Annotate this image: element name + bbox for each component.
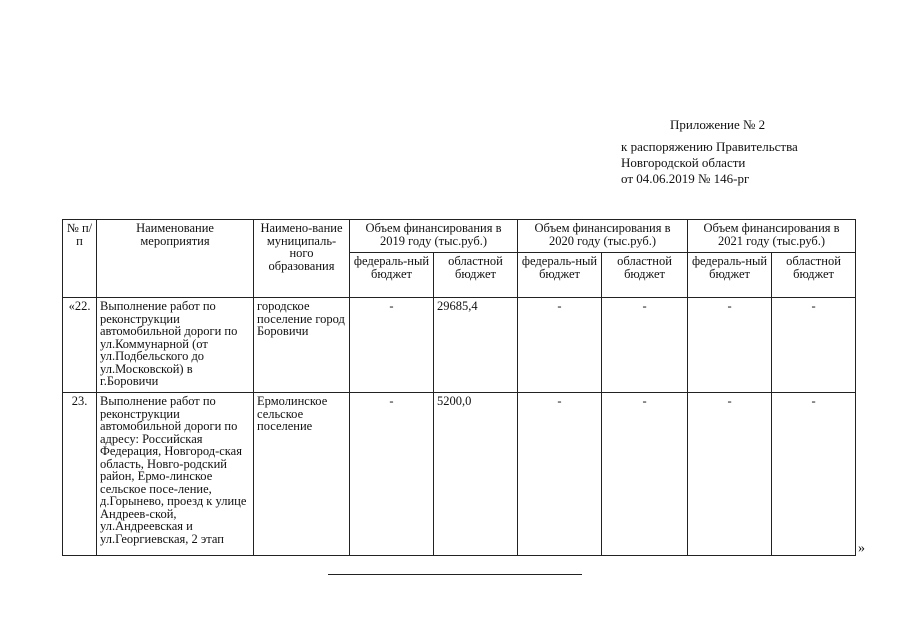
header-event-name: Наименование мероприятия bbox=[97, 220, 254, 298]
table-row bbox=[63, 298, 856, 393]
reference-line: Новгородской области bbox=[621, 155, 746, 170]
cell-federal-2021: - bbox=[688, 393, 772, 556]
header-group-2019: Объем финансирования в 2019 году (тыс.руб.) bbox=[350, 220, 518, 253]
cell-federal-2019: - bbox=[350, 393, 434, 556]
cell-regional-2021: - bbox=[772, 298, 856, 393]
row-municipality: городское поселение город Боровичи bbox=[254, 298, 350, 393]
cell-regional-2020: - bbox=[602, 298, 688, 393]
closing-quote: » bbox=[858, 541, 865, 556]
row-number: 23. bbox=[63, 393, 97, 556]
header-number: № п/п bbox=[63, 220, 97, 298]
appendix-reference bbox=[621, 139, 798, 187]
financing-table bbox=[62, 219, 856, 556]
cell-federal-2021: - bbox=[688, 298, 772, 393]
cell-federal-2020: - bbox=[518, 298, 602, 393]
cell-regional-2021: - bbox=[772, 393, 856, 556]
header-federal-2021: федераль-ный бюджет bbox=[688, 253, 772, 298]
header-group-2020: Объем финансирования в 2020 году (тыс.руб.) bbox=[518, 220, 688, 253]
reference-line: от 04.06.2019 № 146-рг bbox=[621, 171, 750, 186]
bottom-divider bbox=[328, 574, 582, 575]
header-federal-2019: федераль-ный бюджет bbox=[350, 253, 434, 298]
cell-federal-2019: - bbox=[350, 298, 434, 393]
reference-line: к распоряжению Правительства bbox=[621, 139, 798, 154]
row-number: «22. bbox=[63, 298, 97, 393]
table-row bbox=[63, 393, 856, 556]
cell-regional-2019: 29685,4 bbox=[434, 298, 518, 393]
header-federal-2020: федераль-ный бюджет bbox=[518, 253, 602, 298]
header-regional-2020: областной бюджет bbox=[602, 253, 688, 298]
row-event-name: Выполнение работ по реконструкции автомобильной дороги по ул.Коммунарной (от ул.Подбельского до ул.Московской) в г.Боровичи bbox=[97, 298, 254, 393]
row-municipality: Ермолинское сельское поселение bbox=[254, 393, 350, 556]
cell-federal-2020: - bbox=[518, 393, 602, 556]
header-regional-2021: областной бюджет bbox=[772, 253, 856, 298]
cell-regional-2020: - bbox=[602, 393, 688, 556]
header-regional-2019: областной бюджет bbox=[434, 253, 518, 298]
row-event-name: Выполнение работ по реконструкции автомобильной дороги по адресу: Российская Федерация, Новгород-ская область, Новго-родский район, Ермо-линское сельское посе-ление, д.Горынево, проезд к улице Андреев-ской, ул.Андреевская и ул.Георгиевская, 2 этап bbox=[97, 393, 254, 556]
cell-regional-2019: 5200,0 bbox=[434, 393, 518, 556]
header-group-2021: Объем финансирования в 2021 году (тыс.руб.) bbox=[688, 220, 856, 253]
appendix-title: Приложение № 2 bbox=[670, 117, 766, 132]
header-municipality: Наимено-вание муниципаль-ного образования bbox=[254, 220, 350, 298]
